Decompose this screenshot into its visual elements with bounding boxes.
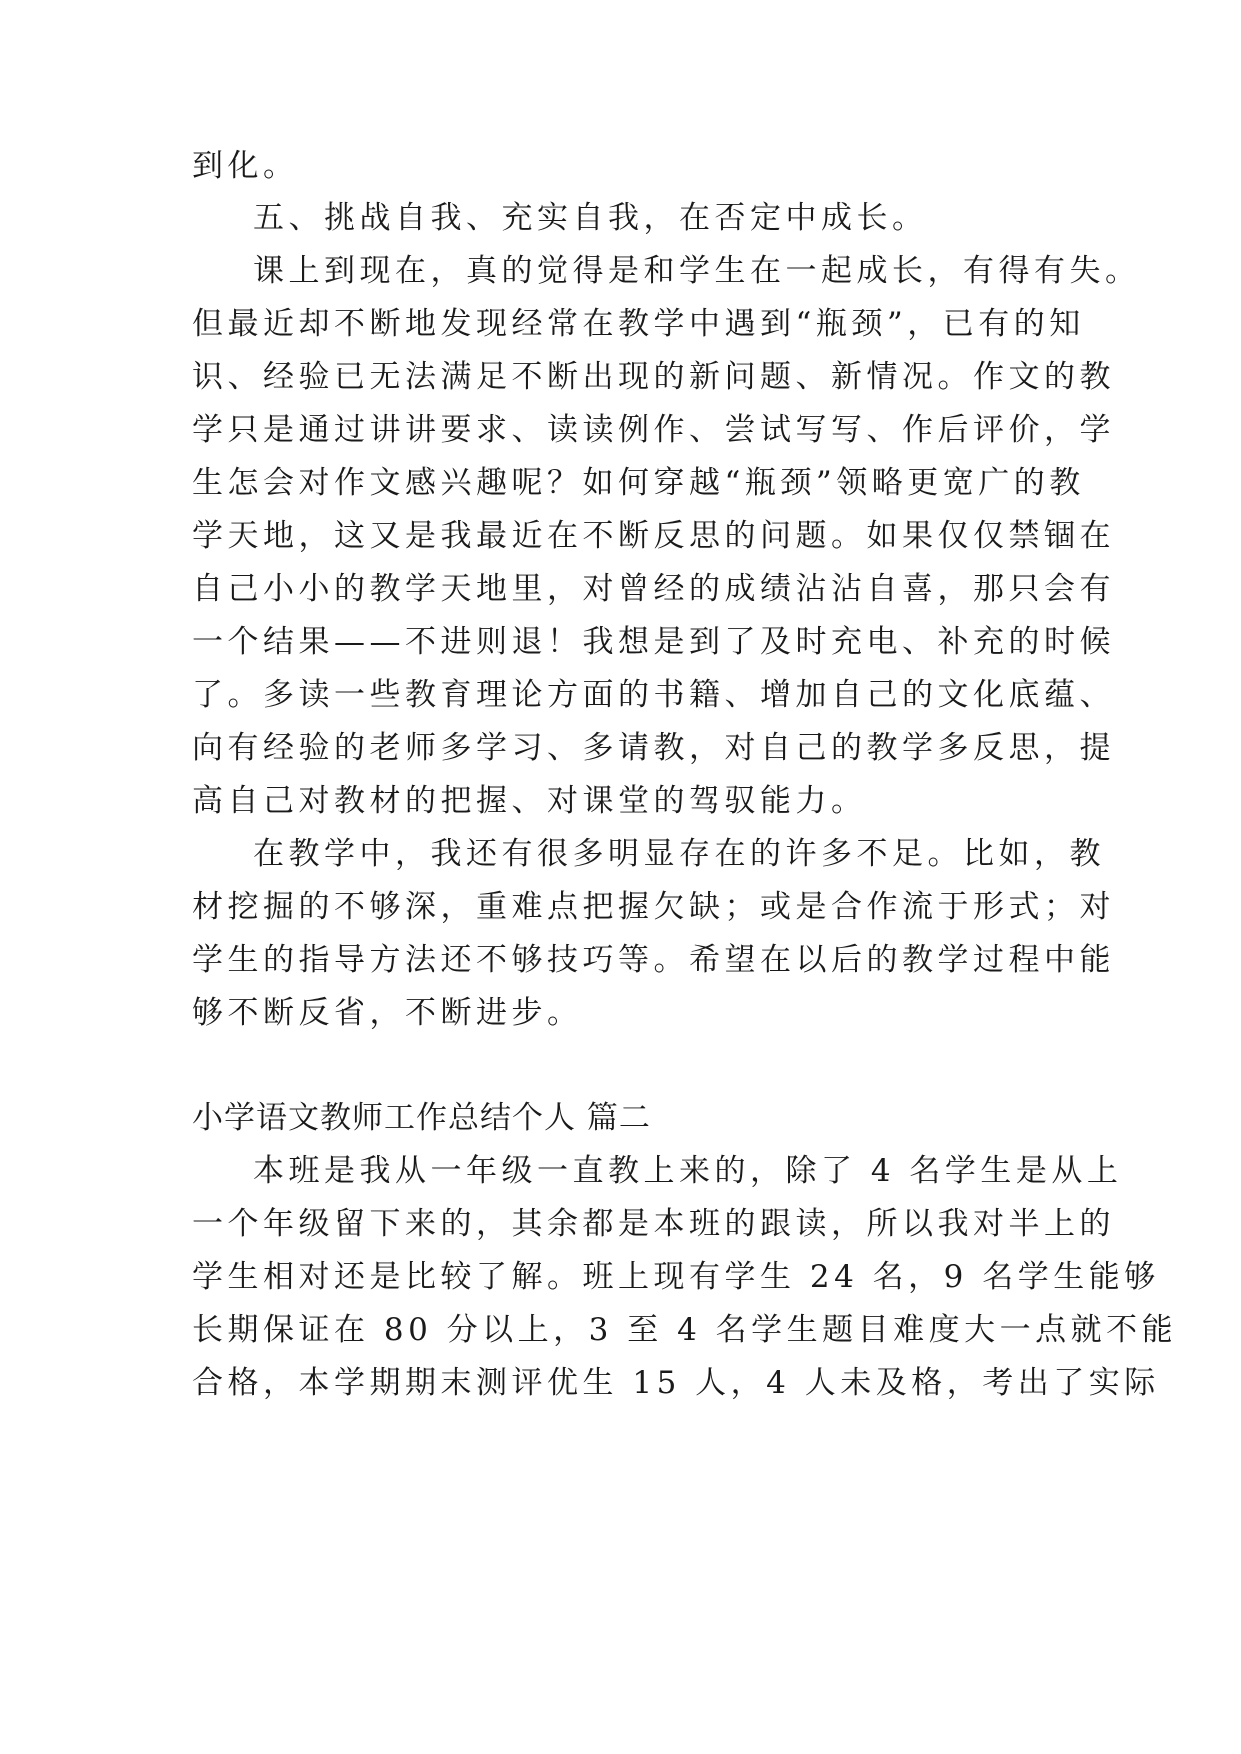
text-line: 生怎会对作文感兴趣呢？如何穿越“瓶颈”领略更宽广的教: [192, 465, 1085, 501]
text-line: 识、经验已无法满足不断出现的新问题、新情况。作文的教: [192, 359, 1115, 395]
text-line: 自己小小的教学天地里，对曾经的成绩沾沾自喜，那只会有: [192, 571, 1115, 607]
text-line: 高自己对教材的把握、对课堂的驾驭能力。: [192, 783, 867, 819]
text-line: 学天地，这又是我最近在不断反思的问题。如果仅仅禁锢在: [192, 518, 1115, 554]
section-heading: 五、挑战自我、充实自我，在否定中成长。: [253, 200, 928, 236]
text-line: 学只是通过讲讲要求、读读例作、尝试写写、作后评价，学: [192, 412, 1115, 448]
text-line: 但最近却不断地发现经常在教学中遇到“瓶颈”，已有的知: [192, 306, 1085, 342]
text-line: 够不断反省，不断进步。: [192, 995, 583, 1031]
text-line: 学生相对还是比较了解。班上现有学生 24 名，9 名学生能够: [192, 1259, 1160, 1295]
text-line: 一个结果——不进则退！我想是到了及时充电、补充的时候: [192, 624, 1115, 660]
text-line: 课上到现在，真的觉得是和学生在一起成长，有得有失。: [253, 253, 1141, 289]
text-line: 在教学中，我还有很多明显存在的许多不足。比如，教: [253, 836, 1105, 872]
text-line: 到化。: [192, 148, 299, 184]
article-title: 小学语文教师工作总结个人 篇二: [192, 1100, 651, 1136]
text-line: 材挖掘的不够深，重难点把握欠缺；或是合作流于形式；对: [192, 889, 1115, 925]
text-line: 长期保证在 80 分以上，3 至 4 名学生题目难度大一点就不能: [192, 1312, 1178, 1348]
text-line: 合格，本学期期末测评优生 15 人，4 人未及格，考出了实际: [192, 1365, 1160, 1401]
text-line: 一个年级留下来的，其余都是本班的跟读，所以我对半上的: [192, 1206, 1115, 1242]
text-line: 了。多读一些教育理论方面的书籍、增加自己的文化底蕴、: [192, 677, 1115, 713]
text-line: 学生的指导方法还不够技巧等。希望在以后的教学过程中能: [192, 942, 1115, 978]
text-line: 本班是我从一年级一直教上来的，除了 4 名学生是从上: [253, 1153, 1123, 1189]
text-line: 向有经验的老师多学习、多请教，对自己的教学多反思，提: [192, 730, 1115, 766]
